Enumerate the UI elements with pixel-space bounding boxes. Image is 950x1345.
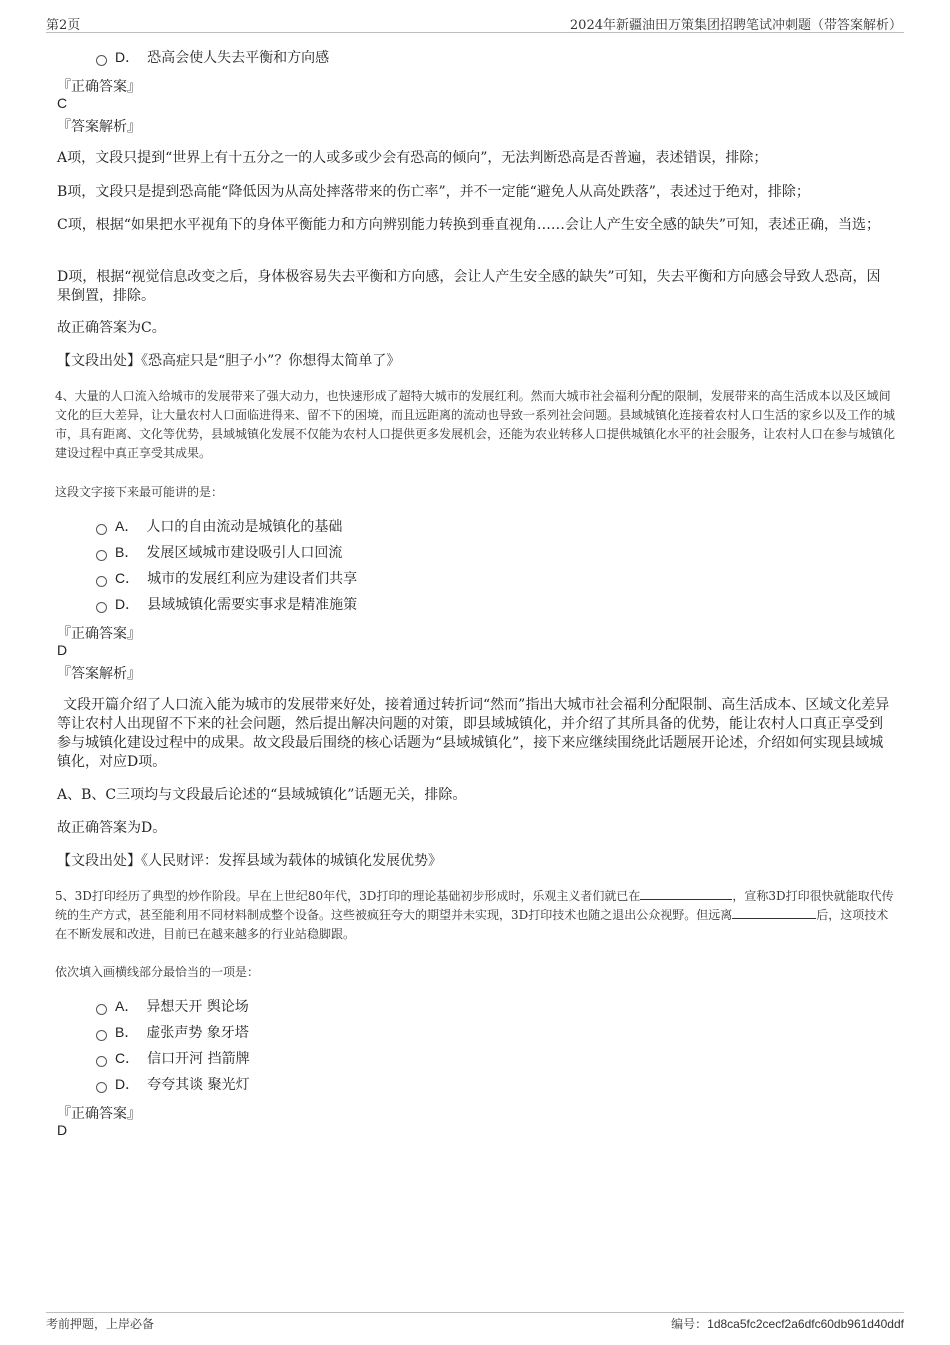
q5-text-part3: 后，这项技术在不断发展和改进，目前已在越来越多的行业站稳脚跟。 xyxy=(55,908,889,941)
q3-analysis-a: A项，文段只提到“世界上有十五分之一的人或多或少会有恐高的倾向”，无法判断恐高是否普遍，表述错误，排除； xyxy=(57,150,768,166)
q3-option-d[interactable] xyxy=(96,47,329,67)
option-text: 县域城镇化需要实事求是精准施策 xyxy=(147,597,358,613)
option-key: A． xyxy=(115,998,139,1014)
option-key: D． xyxy=(115,596,140,612)
q5-option-b[interactable] xyxy=(96,1022,249,1042)
q5-prompt: 依次填入画横线部分最恰当的一项是： xyxy=(55,965,260,979)
q5-option-c[interactable] xyxy=(96,1048,250,1068)
radio-icon[interactable] xyxy=(96,1004,107,1015)
option-key: D． xyxy=(115,49,140,65)
q5-passage xyxy=(55,887,895,944)
q4-conclusion: 故正确答案为D。 xyxy=(57,820,167,836)
footer-code xyxy=(671,1315,904,1332)
radio-icon[interactable] xyxy=(96,524,107,535)
option-key: A． xyxy=(115,518,139,534)
option-text: 异想天开 舆论场 xyxy=(146,999,249,1015)
q3-conclusion: 故正确答案为C。 xyxy=(57,320,166,336)
option-text: 虚张声势 象牙塔 xyxy=(146,1025,249,1041)
page-footer xyxy=(46,1312,904,1335)
fill-blank-1[interactable] xyxy=(640,887,732,900)
page-number: 第2页 xyxy=(46,18,81,33)
q4-option-c[interactable] xyxy=(96,568,357,588)
radio-icon[interactable] xyxy=(96,576,107,587)
option-text: 夸夸其谈 聚光灯 xyxy=(147,1077,250,1093)
q5-answer-label: 『正确答案』 xyxy=(57,1106,141,1122)
q4-prompt: 这段文字接下来最可能讲的是： xyxy=(55,485,224,499)
page-header xyxy=(46,14,904,33)
q4-analysis-others: A、B、C三项均与文段最后论述的“县域城镇化”话题无关，排除。 xyxy=(57,787,467,803)
q5-option-a[interactable] xyxy=(96,996,249,1016)
footer-slogan: 考前押题，上岸必备 xyxy=(46,1317,155,1331)
q3-source: 【文段出处】《恐高症只是“胆子小”？你想得太简单了》 xyxy=(57,353,401,369)
q5-option-d[interactable] xyxy=(96,1074,250,1094)
q3-analysis-b: B项，文段只是提到恐高能“降低因为从高处摔落带来的伤亡率”，并不一定能“避免人从高处跌落”，表述过于绝对，排除； xyxy=(57,184,810,200)
radio-icon[interactable] xyxy=(96,55,107,66)
option-text: 人口的自由流动是城镇化的基础 xyxy=(146,519,343,535)
option-text: 恐高会使人失去平衡和方向感 xyxy=(147,50,330,66)
q5-answer: D xyxy=(57,1122,68,1138)
q5-text-part2: ，宣称3D打印很快就能取代传统的生产方式，甚至能利用不同材料制成整个设备。这些被疯狂夸大的期望并未实现，3D打印技术也随之退出公众视野。但远离 xyxy=(55,889,894,922)
radio-icon[interactable] xyxy=(96,1082,107,1093)
q4-passage: 4、大量的人口流入给城市的发展带来了强大动力，也快速形成了超特大城市的发展红利。然而大城市社会福利分配的限制，发展带来的高生活成本以及区域间文化的巨大差异，让大量农村人口面临进得来、留不下的困境，而且远距离的流动也导致一系列社会问题。县域城镇化连接着农村人口生活的家乡以及工作的城市，具有距离、文化等优势，县域城镇化发展不仅能为农村人口提供更多发展机会，还能为农业转移人口提供城镇化水平的社会服务，让农村人口在参与城镇化建设过程中真正享受其成果。 xyxy=(55,389,896,460)
q3-answer: C xyxy=(57,95,68,111)
footer-code-value: 1d8ca5fc2cecf2a6dfc60db961d40ddf xyxy=(707,1317,904,1331)
option-key: D． xyxy=(115,1076,140,1092)
q3-analysis-label: 『答案解析』 xyxy=(57,119,141,135)
q5-text-part1: 5、3D打印经历了典型的炒作阶段。早在上世纪80年代，3D打印的理论基础初步形成时，乐观主义者们就已在 xyxy=(55,889,641,903)
radio-icon[interactable] xyxy=(96,1030,107,1041)
footer-code-label: 编号： xyxy=(671,1317,708,1331)
q4-option-d[interactable] xyxy=(96,594,357,614)
fill-blank-2[interactable] xyxy=(732,906,816,919)
option-key: B． xyxy=(115,544,139,560)
q3-analysis-c: C项，根据“如果把水平视角下的身体平衡能力和方向辨别能力转换到垂直视角……会让人产生安全感的缺失”可知，表述正确，当选； xyxy=(57,217,881,233)
option-key: C． xyxy=(115,570,140,586)
q4-analysis-main: 文段开篇介绍了人口流入能为城市的发展带来好处，接着通过转折词“然而”指出大城市社会福利分配限制、高生活成本、区域文化差异等让农村人出现留不下来的社会问题，然后提出解决问题的对策，即县域城镇化，并介绍了其所具备的优势，能让农村人口真正享受到参与城镇化建设过程中的成果。故文段最后围绕的核心话题为“县域城镇化”，接下来应继续围绕此话题展开论述，介绍如何实现县域城镇化，对应D项。 xyxy=(57,697,890,770)
option-text: 发展区域城市建设吸引人口回流 xyxy=(146,545,343,561)
q4-source: 【文段出处】《人民财评：发挥县域为载体的城镇化发展优势》 xyxy=(57,853,442,869)
q4-analysis-label: 『答案解析』 xyxy=(57,666,141,682)
option-key: C． xyxy=(115,1050,140,1066)
q3-analysis-d: D项，根据“视觉信息改变之后，身体极容易失去平衡和方向感，会让人产生安全感的缺失”可知，失去平衡和方向感会导致人恐高，因果倒置，排除。 xyxy=(57,269,881,304)
radio-icon[interactable] xyxy=(96,1056,107,1067)
radio-icon[interactable] xyxy=(96,550,107,561)
q4-answer: D xyxy=(57,642,68,658)
option-text: 信口开河 挡箭牌 xyxy=(147,1051,250,1067)
q4-option-a[interactable] xyxy=(96,516,342,536)
document-title: 2024年新疆油田万策集团招聘笔试冲刺题（带答案解析） xyxy=(569,18,902,33)
radio-icon[interactable] xyxy=(96,602,107,613)
option-key: B． xyxy=(115,1024,139,1040)
option-text: 城市的发展红利应为建设者们共享 xyxy=(147,571,358,587)
q3-answer-label: 『正确答案』 xyxy=(57,79,141,95)
q4-option-b[interactable] xyxy=(96,542,342,562)
q4-answer-label: 『正确答案』 xyxy=(57,626,141,642)
